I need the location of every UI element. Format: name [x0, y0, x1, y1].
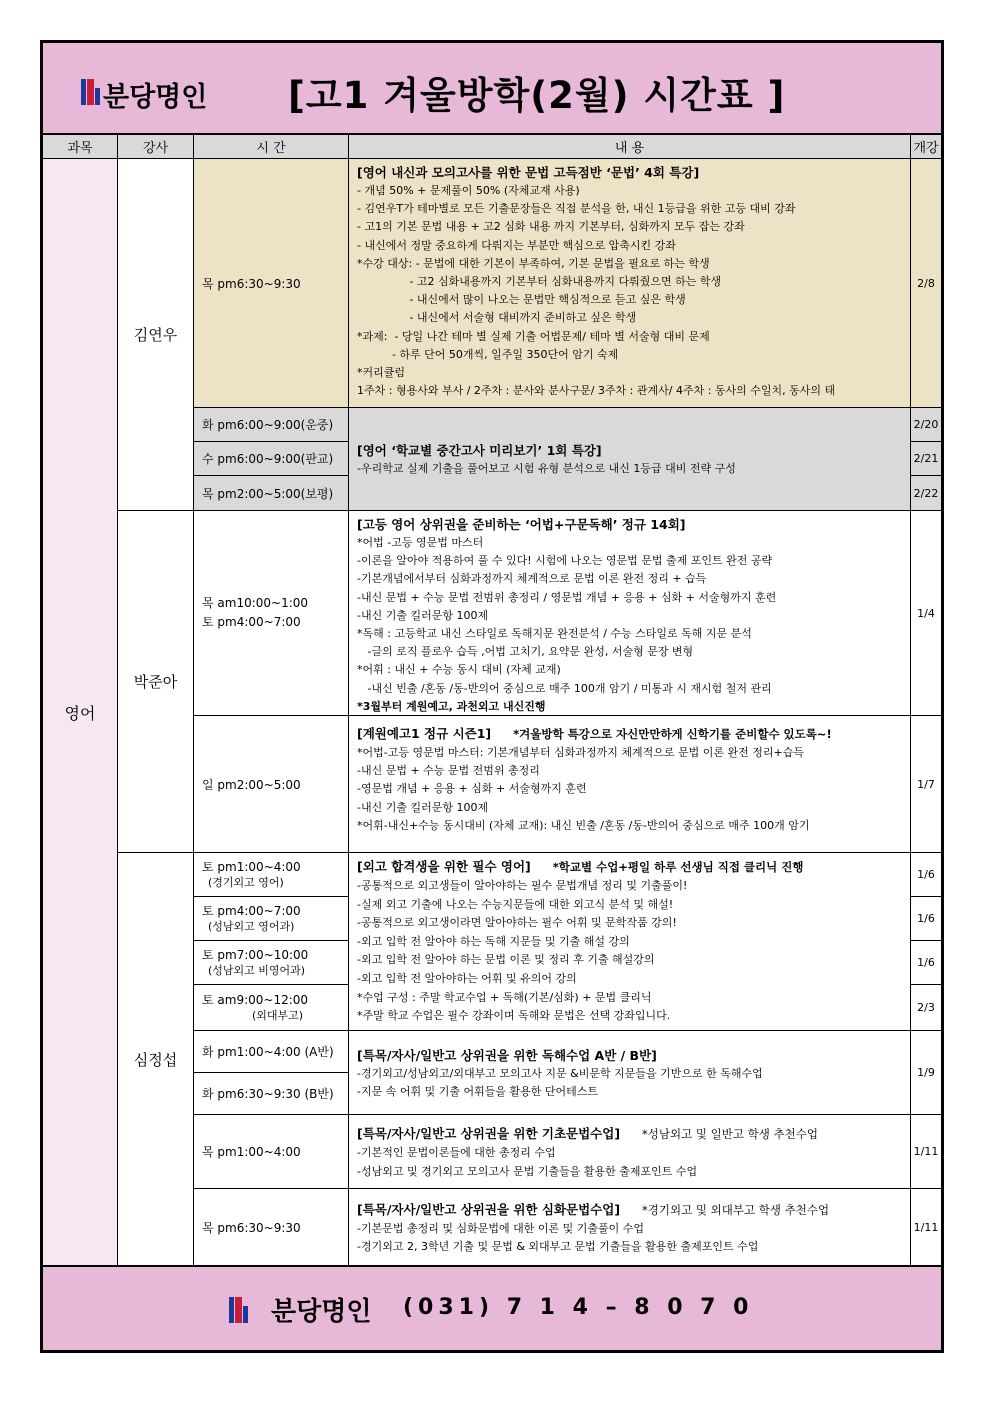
- content-line: -기본적인 문법이론들에 대한 총정리 수업: [357, 1146, 556, 1160]
- content-line: -외고 입학 전 알아야 하는 문법 이론 및 정리 후 기출 해설강의: [357, 953, 655, 967]
- time-cell: [194, 1189, 349, 1265]
- time-text: 화 pm6:00~9:00(운중): [202, 418, 334, 432]
- content-line: -외고 입학 전 알아야하는 어휘 및 유의어 강의: [357, 971, 577, 985]
- brand-name: 분당명인: [103, 82, 208, 113]
- academy-logo-icon: [229, 1297, 249, 1323]
- content-line: -성남외고 및 경기외고 모의고사 문법 기출들을 활용한 출제포인트 수업: [357, 1164, 698, 1178]
- column-header-time: 시 간: [194, 135, 349, 159]
- content-line: -글의 로직 플로우 습득 ,어법 고치기, 요약문 완성, 서술형 문장 변형: [357, 645, 694, 659]
- academy-logo-icon: [81, 79, 101, 105]
- start-date-cell: 2/20: [911, 408, 941, 442]
- course-title-text: [특목/자사/일반고 상위권을 위한 심화문법수업]: [357, 1201, 621, 1217]
- content-line: *수업 구성 : 주말 학교수업 + 독해(기본/심화) + 문법 클리닉: [357, 990, 652, 1004]
- time-cell: [194, 1073, 349, 1115]
- time-cell: [194, 159, 349, 408]
- time-cell: [194, 442, 349, 476]
- time-text: 토 pm4:00~7:00: [202, 615, 301, 629]
- content-cell: [349, 511, 911, 716]
- footer-banner: [43, 1265, 941, 1350]
- time-text: 화 pm1:00~4:00 (A반): [202, 1045, 334, 1059]
- content-line: - 내신에서 정말 중요하게 다뤄지는 부분만 핵심으로 압축시킨 강좌: [357, 238, 676, 252]
- start-date-cell: 1/7: [911, 716, 941, 853]
- time-cell: [194, 511, 349, 716]
- content-line: *3월부터 계원예고, 과천외고 내신진행: [357, 699, 546, 713]
- content-line: *과제: - 당일 나간 테마 별 실제 기출 어법문제/ 테마 별 서술형 대비 문제: [357, 329, 710, 343]
- course-title: [고등 영어 상위권을 준비하는 ‘어법+구문독해’ 정규 14회]: [357, 517, 686, 532]
- start-date-cell: 2/22: [911, 476, 941, 511]
- content-line: -실제 외고 기출에 나오는 수능지문들에 대한 외고식 분석 및 해설!: [357, 897, 674, 911]
- content-cell: [349, 1031, 911, 1115]
- instructor-cell: 김연우: [118, 159, 194, 511]
- content-line: -이론을 알아야 적용하여 풀 수 있다! 시험에 나오는 영문법 문법 출제 포인트 완전 공략: [357, 554, 773, 568]
- course-note: *성남외고 및 일반고 학생 추천수업: [642, 1127, 818, 1142]
- time-text: 토 pm7:00~10:00: [202, 947, 309, 962]
- time-text: 토 pm1:00~4:00: [202, 859, 301, 874]
- time-text: 화 pm6:30~9:30 (B반): [202, 1087, 334, 1101]
- content-line: *어휘-내신+수능 동시대비 (자체 교재): 내신 빈출 /혼동 /동-반의어 중심으로 매주 100개 암기: [357, 818, 810, 832]
- content-line: -공통적으로 외고생들이 알아야하는 필수 문법개념 정리 및 기출풀이!: [357, 879, 688, 892]
- start-date-cell: 2/21: [911, 442, 941, 476]
- content-line: *어법-고등 영문법 마스터: 기본개념부터 심화과정까지 체계적으로 문법 이론 완전 정리+습득: [357, 746, 805, 759]
- course-title-text: [계원예고1 정규 시즌1]: [357, 726, 492, 741]
- start-date-cell: 2/8: [911, 159, 941, 408]
- time-cell: [194, 716, 349, 853]
- content-line: -내신 문법 + 수능 문법 전범위 총정리 / 영문법 개념 + 응용 + 심화 + 서술형까지 훈련: [357, 590, 777, 604]
- content-line: - 개념 50% + 문제풀이 50% (자체교재 사용): [357, 184, 580, 197]
- time-text: 목 pm2:00~5:00(보평): [202, 486, 334, 501]
- course-title: [영어 내신과 모의고사를 위한 문법 고득점반 ‘문법’ 4회 특강]: [357, 165, 700, 180]
- course-title: [357, 1200, 904, 1220]
- time-text: 토 am9:00~12:00: [202, 992, 309, 1007]
- content-line: *어휘 : 내신 + 수능 동시 대비 (자체 교재): [357, 663, 561, 677]
- time-cell: [194, 897, 349, 941]
- subject-cell: 영어: [43, 159, 118, 1265]
- content-line: -경기외고 2, 3학년 기출 및 문법 & 외대부고 문법 기출들을 활용한 출제포인트 수업: [357, 1240, 759, 1253]
- start-date-cell: 1/6: [911, 897, 941, 941]
- content-cell: [349, 853, 911, 1031]
- content-line: -내신 기출 킬러문항 100제: [357, 608, 489, 622]
- course-note: *경기외고 및 외대부고 학생 추천수업: [642, 1202, 830, 1217]
- course-title: [357, 1124, 904, 1144]
- time-cell: [194, 985, 349, 1031]
- course-title: [357, 724, 904, 744]
- content-line: - 김연우T가 테마별로 모든 기출문장들은 직접 분석을 한, 내신 1등급을 위한 고등 대비 강좌: [357, 202, 796, 216]
- content-line: -내신 빈출 /혼동 /동-반의어 중심으로 매주 100개 암기 / 미통과 시 재시험 철저 관리: [357, 681, 772, 695]
- content-line: -지문 속 어휘 및 기출 어휘들을 활용한 단어테스트: [357, 1085, 598, 1098]
- start-date-cell: 1/4: [911, 511, 941, 716]
- time-text: 목 pm6:30~9:30: [202, 276, 301, 291]
- content-line: -공통적으로 외고생이라면 알아야하는 필수 어휘 및 문학작품 강의!: [357, 916, 677, 930]
- time-text: 목 am10:00~1:00: [202, 596, 309, 610]
- start-date-cell: 2/3: [911, 985, 941, 1031]
- time-cell: [194, 476, 349, 511]
- content-cell: [349, 408, 911, 511]
- page-title: [고1 겨울방학(2월) 시간표 ]: [288, 74, 786, 117]
- phone-number: (031) 7 1 4 – 8 0 7 0: [403, 1295, 754, 1320]
- instructor-cell: 박준아: [118, 511, 194, 853]
- time-cell: [194, 408, 349, 442]
- time-cell: [194, 1031, 349, 1073]
- timetable-document: [40, 40, 944, 1353]
- time-subtext: (성남외고 영어과): [208, 919, 295, 933]
- content-line: -경기외고/성남외고/외대부고 모의고사 지문 &비문학 지문들을 기반으로 한 독해수업: [357, 1066, 763, 1080]
- content-line: -영문법 개념 + 응용 + 심화 + 서술형까지 훈련: [357, 782, 587, 796]
- time-subtext: (경기외고 영어): [208, 875, 284, 889]
- content-line: *어법 -고등 영문법 마스터: [357, 536, 484, 549]
- schedule-table: [43, 135, 941, 1265]
- content-cell: [349, 1115, 911, 1189]
- content-cell: [349, 716, 911, 853]
- content-cell: [349, 159, 911, 408]
- time-text: 목 pm6:30~9:30: [202, 1220, 301, 1235]
- time-cell: [194, 941, 349, 985]
- time-subtext: (성남외고 비영어과): [208, 963, 306, 977]
- course-title: [영어 ‘학교별 중간고사 미리보기’ 1회 특강]: [357, 443, 602, 459]
- content-line: - 고1의 기본 문법 내용 + 고2 심화 내용 까지 기본부터, 심화까지 모두 잡는 강좌: [357, 220, 745, 234]
- course-note: *겨울방학 특강으로 자신만만하게 신학기를 준비할수 있도록~!: [513, 727, 832, 741]
- content-line: *커리큘럼: [357, 366, 406, 380]
- column-header-subject: 과목: [43, 135, 118, 159]
- time-cell: [194, 853, 349, 897]
- content-line: -기본문법 총정리 및 심화문법에 대한 이론 및 기출풀이 수업: [357, 1221, 644, 1235]
- footer-brand-name: 분당명인: [271, 1297, 372, 1327]
- column-header-instructor: 강사: [118, 135, 194, 159]
- header-banner: [43, 43, 941, 135]
- time-text: 일 pm2:00~5:00: [202, 777, 301, 792]
- content-line: -기본개념에서부터 심화과정까지 체계적으로 문법 이론 완전 정리 + 습득: [357, 572, 707, 586]
- content-line: -내신 문법 + 수능 문법 전범위 총정리: [357, 764, 540, 778]
- content-line: -내신 기출 킬러문항 100제: [357, 800, 489, 814]
- time-text: 수 pm6:00~9:00(판교): [202, 452, 334, 466]
- content-line: *수강 대상: - 문법에 대한 기본이 부족하여, 기본 문법을 필요로 하는 학생: [357, 256, 710, 270]
- content-line: -우리학교 실제 기출을 풀어보고 시험 유형 분석으로 내신 1등급 대비 전략 구성: [357, 462, 736, 476]
- start-date-cell: 1/6: [911, 853, 941, 897]
- content-line: -외고 입학 전 알아야 하는 독해 지문들 및 기출 해설 강의: [357, 934, 630, 948]
- content-line: - 내신에서 많이 나오는 문법만 핵심적으로 듣고 싶은 학생: [357, 293, 686, 307]
- course-note: *학교별 수업+평일 하루 선생님 직접 클리닉 진행: [552, 860, 804, 874]
- time-text: 토 pm4:00~7:00: [202, 903, 301, 918]
- content-line: - 고2 심화내용까지 기본부터 심화내용까지 다뤄줬으면 하는 학생: [357, 275, 722, 289]
- start-date-cell: 1/9: [911, 1031, 941, 1115]
- time-cell: [194, 1115, 349, 1189]
- start-date-cell: 1/11: [913, 1220, 939, 1234]
- time-text: 목 pm1:00~4:00: [202, 1145, 301, 1159]
- course-title: [특목/자사/일반고 상위권을 위한 독해수업 A반 / B반]: [357, 1047, 657, 1063]
- content-line: 1주차 : 형용사와 부사 / 2주차 : 분사와 분사구문/ 3주차 : 관계사/ 4주차 : 동사의 수일치, 동사의 태: [357, 384, 836, 398]
- content-line: *주말 학교 수업은 필수 강좌이며 독해와 문법은 선택 강좌입니다.: [357, 1009, 671, 1023]
- content-line: - 내신에서 서술형 대비까지 준비하고 싶은 학생: [357, 311, 637, 325]
- start-date-cell: 1/11: [911, 1115, 941, 1189]
- content-line: - 하루 단어 50개씩, 일주일 350단어 암기 숙제: [357, 347, 619, 361]
- course-title: [357, 857, 904, 877]
- column-header-content: 내 용: [349, 135, 911, 159]
- start-date-cell: 1/6: [911, 941, 941, 985]
- time-subtext: (외대부고): [252, 1008, 304, 1022]
- instructor-cell: 심정섭: [118, 853, 194, 1265]
- course-title-text: [특목/자사/일반고 상위권을 위한 기초문법수업]: [357, 1126, 621, 1142]
- content-line: *독해 : 고등학교 내신 스타일로 독해지문 완전분석 / 수능 스타일로 독해 지문 분석: [357, 627, 752, 641]
- content-cell: [349, 1189, 911, 1265]
- course-title-text: [외고 합격생을 위한 필수 영어]: [357, 859, 531, 874]
- column-header-start: 개강: [911, 135, 941, 159]
